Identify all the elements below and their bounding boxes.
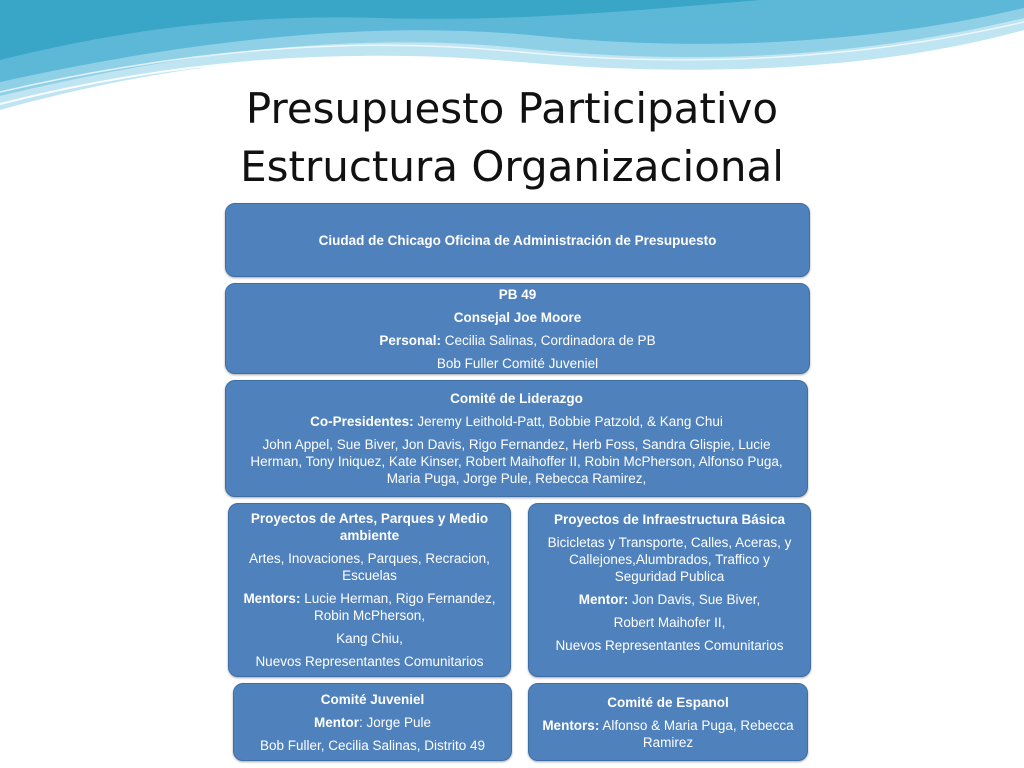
pb49-heading: PB 49	[498, 286, 537, 302]
liderazgo-copres-value: Jeremy Leithold-Patt, Bobbie Patzold, & Kang Chui	[413, 414, 723, 429]
artes-line5: Nuevos Representantes Comunitarios	[255, 654, 484, 669]
infra-mentors-label: Mentor:	[578, 592, 629, 607]
juveniel-heading: Comité Juveniel	[320, 691, 425, 707]
page-title	[0, 80, 1024, 196]
infra-line5: Nuevos Representantes Comunitarios	[555, 638, 784, 653]
juveniel-line3: Bob Fuller, Cecilia Salinas, Distrito 49	[259, 737, 486, 753]
juveniel-mentor-value: : Jorge Pule	[358, 714, 432, 730]
box-ciudad-chicago	[225, 203, 810, 277]
artes-line4: Kang Chiu,	[336, 631, 403, 646]
box-comite-espanol	[528, 683, 808, 761]
box-proyectos-infraestructura	[528, 503, 811, 677]
pb49-personal-label: Personal:	[379, 332, 441, 348]
pb49-personal-value: Cecilia Salinas, Cordinadora de PB	[440, 332, 656, 348]
liderazgo-copresidentes	[238, 413, 795, 430]
artes-mentors	[237, 590, 502, 624]
infra-topics: Bicicletas y Transporte, Calles, Aceras, y Callejones,Alumbrados, Traffico y Seguridad Publica	[547, 535, 792, 584]
espanol-mentors-label: Mentors:	[542, 717, 600, 733]
pb49-line4: Bob Fuller Comité Juveniel	[436, 355, 599, 371]
title-line-2: Estructura Organizacional	[240, 142, 784, 191]
infra-mentors-value: Jon Davis, Sue Biver,	[628, 592, 761, 607]
ciudad-text: Ciudad de Chicago Oficina de Administración de Presupuesto	[318, 232, 717, 248]
box-pb49	[225, 283, 810, 374]
box-comite-liderazgo	[225, 380, 808, 497]
infra-mentors	[537, 591, 802, 608]
artes-topics: Artes, Inovaciones, Parques, Recracion, Escuelas	[249, 551, 490, 583]
artes-heading: Proyectos de Artes, Parques y Medio ambiente	[250, 511, 489, 543]
infra-line4: Robert Maihofer II,	[613, 615, 726, 630]
liderazgo-heading: Comité de Liderazgo	[450, 391, 583, 406]
liderazgo-members: John Appel, Sue Biver, Jon Davis, Rigo Fernandez, Herb Foss, Sandra Glispie, Lucie Herman, Tony Iniquez, Kate Kinser, Robert Maihoffer II, Robin McPherson, Alfonso Puga, Maria Puga, Jorge Pule, Rebecca Ramirez,	[250, 437, 783, 486]
box-proyectos-artes	[228, 503, 511, 677]
espanol-mentors	[537, 717, 799, 751]
juveniel-mentor-label: Mentor	[313, 714, 359, 730]
artes-mentors-value: Lucie Herman, Rigo Fernandez, Robin McPherson,	[300, 591, 496, 623]
pb49-personal	[238, 332, 797, 349]
title-line-1: Presupuesto Participativo	[245, 84, 779, 133]
pb49-consejal: Consejal Joe Moore	[453, 309, 582, 325]
infra-heading: Proyectos de Infraestructura Básica	[553, 512, 786, 527]
espanol-heading: Comité de Espanol	[607, 694, 729, 710]
box-comite-juveniel	[233, 683, 512, 761]
espanol-mentors-value: Alfonso & Maria Puga, Rebecca Ramirez	[599, 717, 794, 750]
juveniel-mentor	[242, 714, 503, 731]
liderazgo-copres-label: Co-Presidentes:	[310, 414, 414, 429]
artes-mentors-label: Mentors:	[243, 591, 301, 606]
